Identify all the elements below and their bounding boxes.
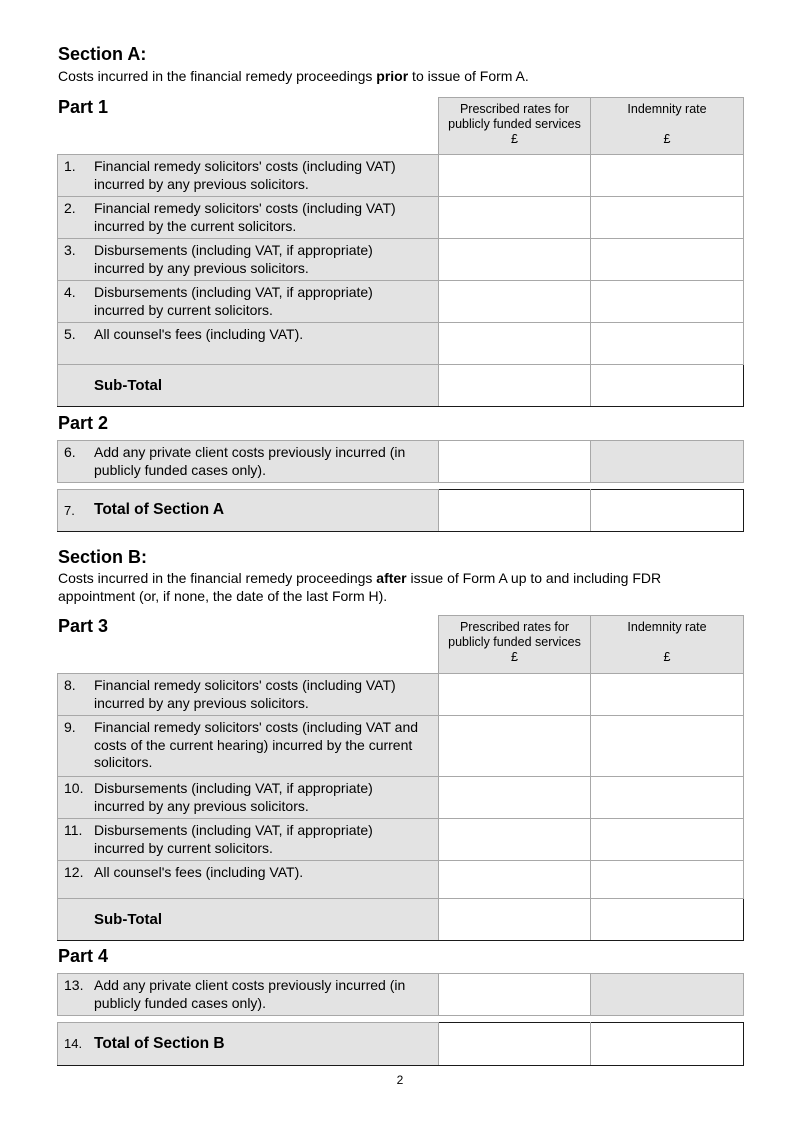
part-1-column-headers <box>438 97 744 156</box>
prescribed-amount-input-6[interactable] <box>439 441 591 483</box>
prescribed-total-input-a[interactable] <box>439 490 591 532</box>
part-2-title: Part 2 <box>58 413 109 433</box>
table-row <box>58 777 744 819</box>
table-row <box>58 281 744 323</box>
prescribed-amount-input-3[interactable] <box>439 239 591 281</box>
indemnity-amount-input-11[interactable] <box>591 819 744 861</box>
part-3-title: Part 3 <box>58 616 109 636</box>
section-a-title: Section A: <box>58 44 147 64</box>
row-number: 3. <box>64 242 76 258</box>
row-description: Financial remedy solicitors' costs (including VAT) incurred by any previous solicitors. <box>94 677 396 711</box>
row-description: Disbursements (including VAT, if appropriate) incurred by any previous solicitors. <box>94 242 373 276</box>
row-description: All counsel's fees (including VAT). <box>94 326 304 342</box>
table-row <box>58 155 744 197</box>
row-number: 11. <box>64 822 83 838</box>
indemnity-amount-input-9[interactable] <box>591 716 744 777</box>
row-number: 5. <box>64 326 76 342</box>
indemnity-disabled-cell-6 <box>591 441 744 483</box>
indemnity-amount-input-12[interactable] <box>591 861 744 899</box>
part-4-title: Part 4 <box>58 946 109 966</box>
indemnity-amount-input-2[interactable] <box>591 197 744 239</box>
row-description: Disbursements (including VAT, if appropriate) incurred by current solicitors. <box>94 284 373 318</box>
row-number: 8. <box>64 677 76 693</box>
table-row <box>58 197 744 239</box>
page-number: 2 <box>396 1073 404 1087</box>
indemnity-amount-input-1[interactable] <box>591 155 744 197</box>
prescribed-amount-input-11[interactable] <box>439 819 591 861</box>
row-number: 6. <box>64 444 76 460</box>
section-a-total-table <box>57 489 744 532</box>
total-label: Total of Section A <box>94 501 225 519</box>
prescribed-total-input-b[interactable] <box>439 1023 591 1066</box>
subtotal-row <box>58 365 744 407</box>
prescribed-amount-input-5[interactable] <box>439 323 591 365</box>
row-number: 9. <box>64 719 76 735</box>
table-row <box>58 974 744 1016</box>
row-description: Disbursements (including VAT, if appropriate) incurred by any previous solicitors. <box>94 780 373 814</box>
prescribed-amount-input-9[interactable] <box>439 716 591 777</box>
part-4-table <box>57 973 744 1016</box>
row-number: 4. <box>64 284 76 300</box>
indemnity-rate-header: Indemnity rate £ <box>591 616 744 674</box>
indemnity-rate-header: Indemnity rate £ <box>591 98 744 156</box>
table-row <box>58 716 744 777</box>
prescribed-amount-input-1[interactable] <box>439 155 591 197</box>
indemnity-amount-input-8[interactable] <box>591 674 744 716</box>
row-description: Disbursements (including VAT, if appropriate) incurred by current solicitors. <box>94 822 373 856</box>
row-description: Financial remedy solicitors' costs (including VAT) incurred by the current solicitors. <box>94 200 396 234</box>
indemnity-amount-input-3[interactable] <box>591 239 744 281</box>
row-number: 1. <box>64 158 76 174</box>
row-description: Financial remedy solicitors' costs (including VAT) incurred by any previous solicitors. <box>94 158 396 192</box>
subtotal-row <box>58 899 744 941</box>
row-description: Add any private client costs previously incurred (in publicly funded cases only). <box>94 444 406 478</box>
indemnity-disabled-cell-13 <box>591 974 744 1016</box>
subtotal-label: Sub-Total <box>58 365 439 407</box>
row-number: 13. <box>64 977 84 993</box>
prescribed-amount-input-13[interactable] <box>439 974 591 1016</box>
prescribed-amount-input-12[interactable] <box>439 861 591 899</box>
table-row <box>58 239 744 281</box>
indemnity-amount-input-5[interactable] <box>591 323 744 365</box>
indemnity-amount-input-4[interactable] <box>591 281 744 323</box>
indemnity-total-input-a[interactable] <box>591 490 744 532</box>
row-number: 2. <box>64 200 76 216</box>
row-number: 10. <box>64 780 84 796</box>
prescribed-rates-header: Prescribed rates for publicly funded services £ <box>439 616 591 674</box>
table-row <box>58 861 744 899</box>
subtotal-label: Sub-Total <box>58 899 439 941</box>
prescribed-amount-input-2[interactable] <box>439 197 591 239</box>
section-a-intro: Costs incurred in the financial remedy proceedings prior to issue of Form A. <box>58 68 529 84</box>
prescribed-subtotal-input[interactable] <box>439 365 591 407</box>
row-number: 12. <box>64 864 84 880</box>
prescribed-subtotal-input[interactable] <box>439 899 591 941</box>
table-row <box>58 441 744 483</box>
prescribed-amount-input-8[interactable] <box>439 674 591 716</box>
total-row <box>58 490 744 532</box>
row-description: Add any private client costs previously incurred (in publicly funded cases only). <box>94 977 406 1011</box>
prescribed-amount-input-4[interactable] <box>439 281 591 323</box>
row-description: All counsel's fees (including VAT). <box>94 864 304 880</box>
total-label: Total of Section B <box>94 1034 225 1052</box>
section-b-total-table <box>57 1022 744 1066</box>
row-number: 7. <box>64 502 75 518</box>
indemnity-subtotal-input[interactable] <box>591 365 744 407</box>
prescribed-rates-header: Prescribed rates for publicly funded services £ <box>439 98 591 156</box>
indemnity-amount-input-10[interactable] <box>591 777 744 819</box>
part-1-table <box>57 154 744 407</box>
table-row <box>58 674 744 716</box>
part-2-table <box>57 440 744 483</box>
section-b-intro: Costs incurred in the financial remedy proceedings after issue of Form A up to and including FDR appointment (or, if none, the date of the last Form H). <box>58 570 662 604</box>
table-row <box>58 819 744 861</box>
indemnity-total-input-b[interactable] <box>591 1023 744 1066</box>
section-b-title: Section B: <box>58 547 148 567</box>
part-3-table <box>57 673 744 941</box>
prescribed-amount-input-10[interactable] <box>439 777 591 819</box>
row-number: 14. <box>64 1036 83 1052</box>
row-description: Financial remedy solicitors' costs (including VAT and costs of the current hearing) incurred by the current solicitors. <box>94 719 419 770</box>
total-row <box>58 1023 744 1066</box>
part-1-title: Part 1 <box>58 97 109 117</box>
part-3-column-headers <box>438 615 744 674</box>
table-row <box>58 323 744 365</box>
indemnity-subtotal-input[interactable] <box>591 899 744 941</box>
